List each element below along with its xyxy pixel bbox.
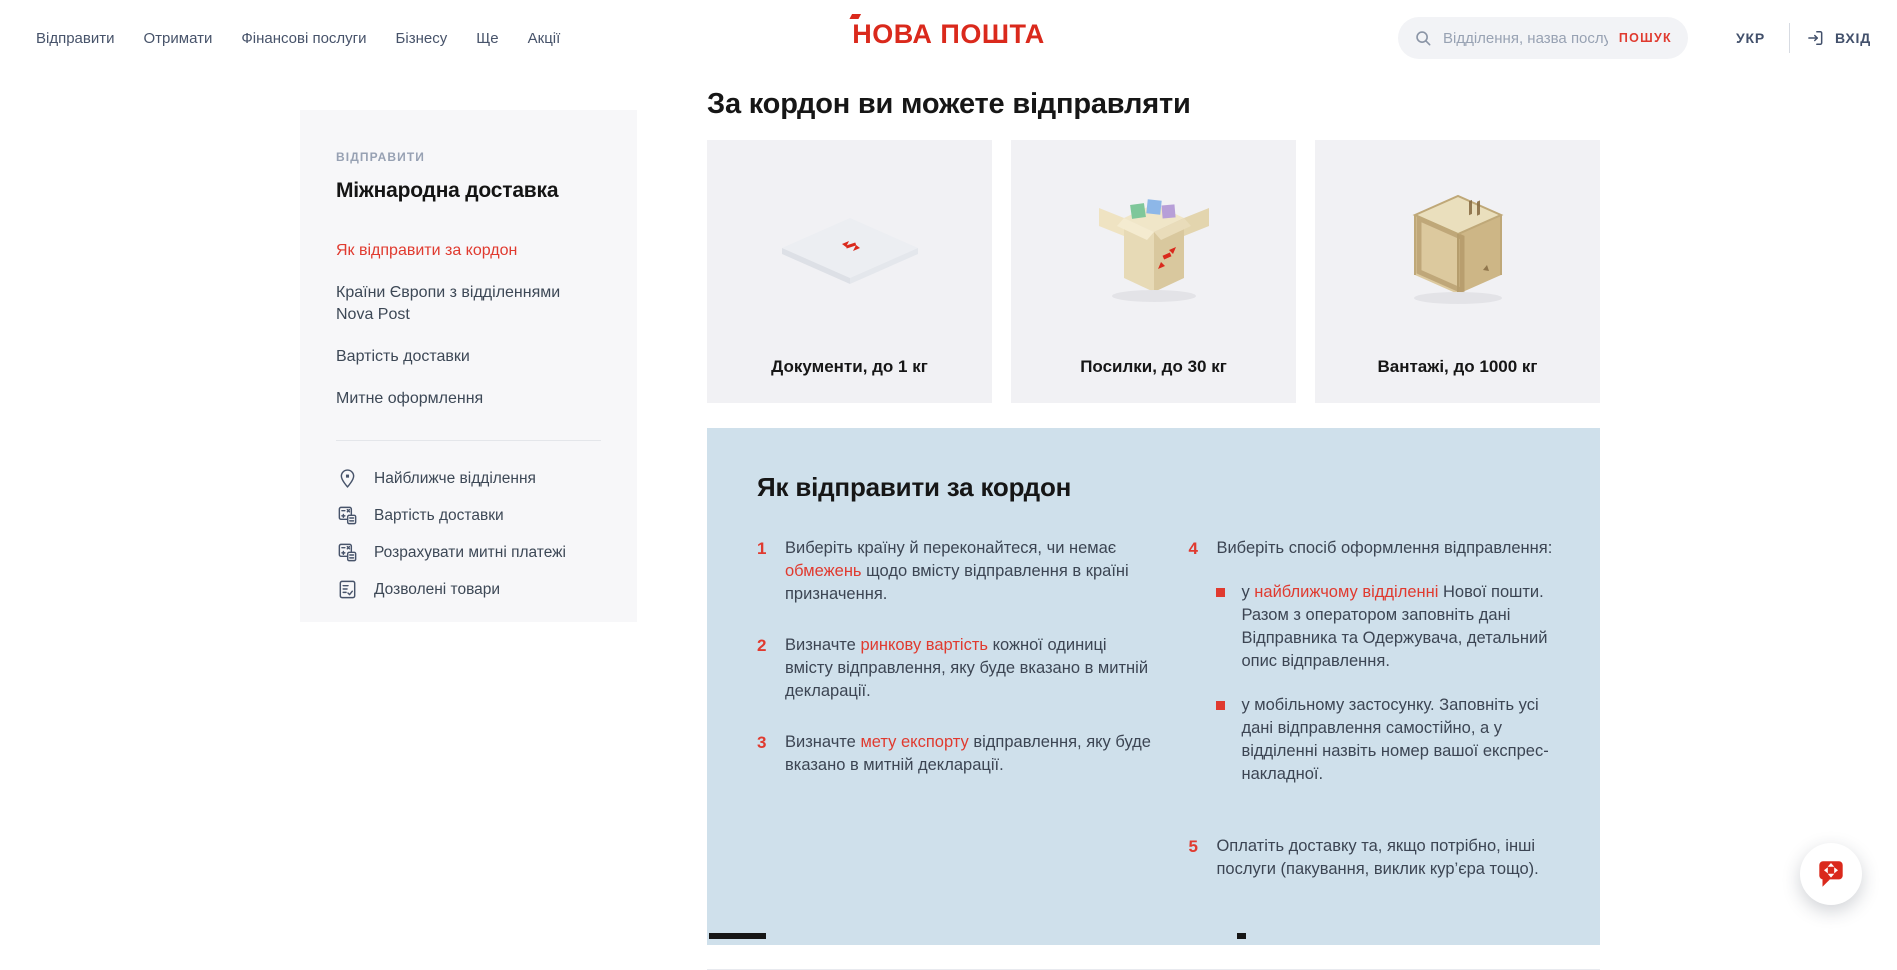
sidebar (300, 110, 637, 622)
nav-item-receive[interactable]: Отримати (143, 29, 213, 47)
step-text: Виберіть країну й переконайтеся, чи немає обмежень щодо вмісту відправлення в країні призначення. (785, 539, 1129, 603)
step-2 (757, 634, 1155, 703)
step-1 (757, 537, 1155, 606)
step-number: 3 (757, 733, 767, 752)
step-text: Визначте мету експорту відправлення, яку буде вказано в митній декларації. (785, 733, 1151, 774)
quick-link-calc-customs-fees[interactable] (336, 541, 601, 564)
step-text: Виберіть спосіб оформлення відправлення: (1216, 539, 1553, 557)
nav-item-financial-services[interactable]: Фінансові послуги (241, 29, 367, 47)
card-caption: Посилки, до 30 кг (1080, 357, 1227, 376)
login-icon (1806, 28, 1826, 48)
step-number: 2 (757, 636, 767, 655)
option-branch (1216, 581, 1560, 673)
nav-item-send[interactable]: Відправити (36, 29, 115, 47)
sidebar-section-label: ВІДПРАВИТИ (336, 150, 426, 164)
nearest-branch-link[interactable]: найближчому відділенні (1254, 583, 1439, 601)
main-content (707, 78, 1600, 970)
card-caption: Вантажі, до 1000 кг (1377, 357, 1538, 376)
header (0, 0, 1897, 76)
search-button[interactable]: ПОШУК (1618, 31, 1672, 45)
step-4-options (1216, 581, 1560, 786)
nav-item-business[interactable]: Бізнесу (395, 29, 448, 47)
partial-next-heading-fragment (709, 933, 766, 939)
step-number: 5 (1188, 837, 1198, 856)
wooden-crate-image (1315, 140, 1600, 357)
quick-link-label: Вартість доставки (374, 506, 504, 524)
sidebar-item-how-to-send-abroad[interactable]: Як відправити за кордон (336, 242, 518, 259)
quick-link-allowed-goods[interactable] (336, 578, 601, 601)
option-text: у мобільному застосунку. Заповніть усі дані відправлення самостійно, а у відділенні назвіть номер вашої експрес-накладної. (1241, 696, 1549, 783)
sidebar-item-europe-countries[interactable]: Країни Європи з відділеннями Nova Post (336, 284, 561, 323)
language-selector[interactable]: УКР (1736, 30, 1765, 46)
page-title: За кордон ви можете відправляти (707, 88, 1191, 120)
step-5 (1188, 835, 1560, 881)
step-3 (757, 731, 1155, 777)
search-input[interactable] (1441, 29, 1610, 48)
step-text: Визначте ринкову вартість кожної одиниці вмісту відправлення, яку буде вказано в митній декларації. (785, 636, 1149, 700)
export-purpose-link[interactable]: мету експорту (860, 733, 969, 751)
card-cargo (1315, 140, 1600, 403)
restrictions-link[interactable]: обмежень (785, 562, 862, 580)
sidebar-item-customs-clearance[interactable]: Митне оформлення (336, 390, 484, 407)
market-value-link[interactable]: ринкову вартість (860, 636, 988, 654)
top-nav (36, 0, 560, 76)
chat-widget-button[interactable] (1800, 843, 1862, 905)
checklist-icon (336, 578, 359, 601)
login-label: ВХІД (1835, 30, 1871, 46)
sidebar-divider (336, 440, 601, 441)
header-divider (1789, 23, 1790, 53)
sidebar-quick-links (336, 467, 601, 601)
sidebar-item-delivery-cost[interactable]: Вартість доставки (336, 348, 470, 365)
quick-link-nearest-branch[interactable] (336, 467, 601, 490)
card-documents (707, 140, 992, 403)
step-number: 1 (757, 539, 767, 558)
quick-link-label: Розрахувати митні платежі (374, 543, 566, 561)
search-icon (1414, 29, 1432, 47)
nav-item-promotions[interactable]: Акції (527, 29, 561, 47)
square-bullet-icon (1216, 701, 1225, 710)
steps-columns (757, 537, 1560, 909)
nav-item-more[interactable]: Ще (476, 29, 499, 47)
card-caption: Документи, до 1 кг (771, 357, 928, 376)
sidebar-links (336, 240, 601, 410)
customs-calculator-icon (336, 541, 359, 564)
option-mobile-app (1216, 694, 1560, 786)
quick-link-label: Найближче відділення (374, 469, 536, 487)
how-to-send-info-box (707, 428, 1600, 945)
square-bullet-icon (1216, 588, 1225, 597)
document-envelope-image (707, 140, 992, 357)
option-text: у найближчому відділенні Нової пошти. Разом з оператором заповніть дані Відправника та Одержувача, детальний опис відправлення. (1241, 583, 1548, 670)
quick-link-label: Дозволені товари (374, 580, 501, 598)
nova-poshta-logo[interactable]: НОВА ПОШТА (852, 19, 1044, 50)
card-parcels (1011, 140, 1296, 403)
info-box-title: Як відправити за кордон (757, 472, 1072, 502)
calculator-icon (336, 504, 359, 527)
login-button[interactable] (1806, 0, 1871, 76)
step-number: 4 (1188, 539, 1198, 558)
open-parcel-box-image (1011, 140, 1296, 357)
search-bar[interactable] (1398, 17, 1688, 59)
steps-right-column (1188, 537, 1560, 909)
sidebar-title: Міжнародна доставка (336, 179, 559, 202)
shipment-type-cards (707, 140, 1600, 403)
partial-next-heading-fragment (1237, 933, 1246, 939)
step-4 (1188, 537, 1560, 807)
quick-link-delivery-cost[interactable] (336, 504, 601, 527)
steps-left-column (757, 537, 1155, 909)
step-text: Оплатіть доставку та, якщо потрібно, інші послуги (пакування, виклик кур’єра тощо). (1216, 837, 1539, 878)
nova-poshta-chat-icon (1814, 857, 1848, 891)
location-pin-icon (336, 467, 359, 490)
